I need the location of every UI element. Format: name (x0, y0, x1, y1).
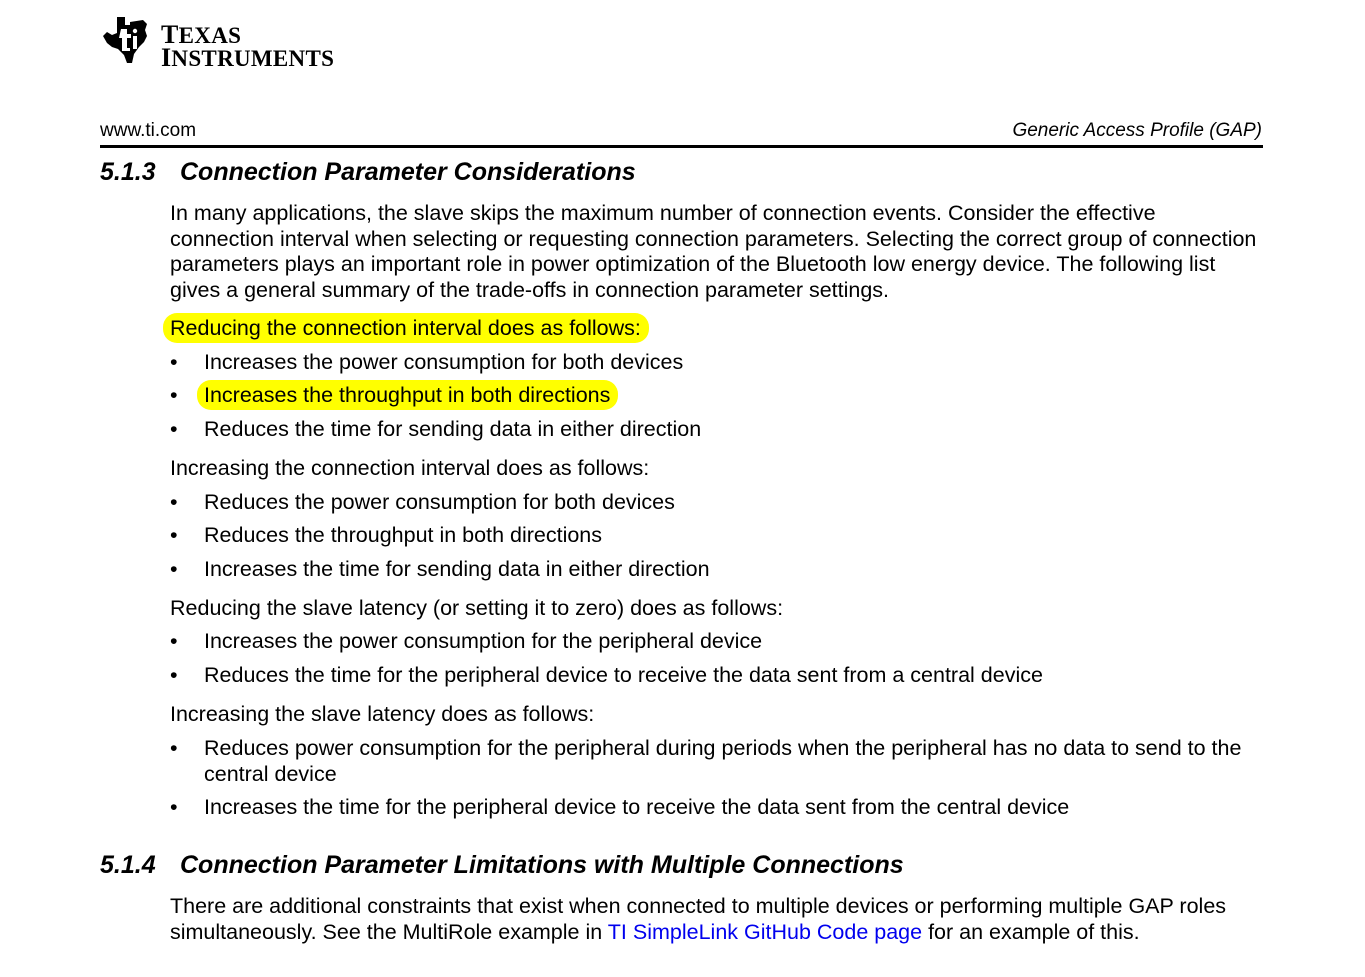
bullet-icon: • (170, 663, 178, 687)
group-lead: Reducing the slave latency (or setting it to zero) does as follows: (170, 596, 784, 620)
github-code-page-link[interactable]: TI SimpleLink GitHub Code page (607, 919, 923, 944)
section-heading-5-1-3 (100, 158, 636, 187)
group-lead: Increasing the connection interval does as follows: (170, 456, 650, 480)
group-lead (170, 315, 649, 341)
ti-bug-icon (103, 16, 155, 64)
section-title: Connection Parameter Limitations with Multiple Connections (180, 851, 904, 879)
highlighted-text: Increases the throughput in both directions (197, 380, 618, 410)
section-number: 5.1.4 (100, 851, 156, 879)
multi-connection-paragraph: There are additional constraints that exist when connected to multiple devices or performing multiple GAP roles simultaneously. See the MultiRole example in TI SimpleLink GitHub Code page for an example of this. (170, 894, 1227, 944)
section-heading-5-1-4 (100, 851, 904, 880)
bullet-icon: • (170, 417, 178, 441)
section-title: Connection Parameter Considerations (180, 158, 636, 186)
section-number: 5.1.3 (100, 158, 156, 186)
bullet-icon: • (170, 523, 178, 547)
header-rule (100, 145, 1263, 148)
group-lead: Increasing the slave latency does as follows: (170, 702, 595, 726)
ti-wordmark: TEXAS INSTRUMENTS (161, 20, 335, 72)
header-url[interactable]: www.ti.com (100, 120, 197, 141)
bullet-icon: • (170, 350, 178, 374)
bullet-icon: • (170, 736, 178, 760)
bullet-icon: • (170, 383, 178, 407)
highlighted-text: Reducing the connection interval does as follows: (163, 313, 649, 343)
bullet-icon: • (170, 795, 178, 819)
intro-paragraph: In many applications, the slave skips the maximum number of connection events. Consider the effective connection interval when selecting or requesting connection parameters. Selecting the correct group of connection parameters plays an important role in power optimization of the Bluetooth low energy device. The following list gives a general summary of the trade-offs in connection parameter settings. (170, 201, 1257, 302)
bullet-icon: • (170, 490, 178, 514)
bullet-icon: • (170, 629, 178, 653)
header-chapter-title: Generic Access Profile (GAP) (1012, 120, 1262, 141)
bullet-icon: • (170, 557, 178, 581)
